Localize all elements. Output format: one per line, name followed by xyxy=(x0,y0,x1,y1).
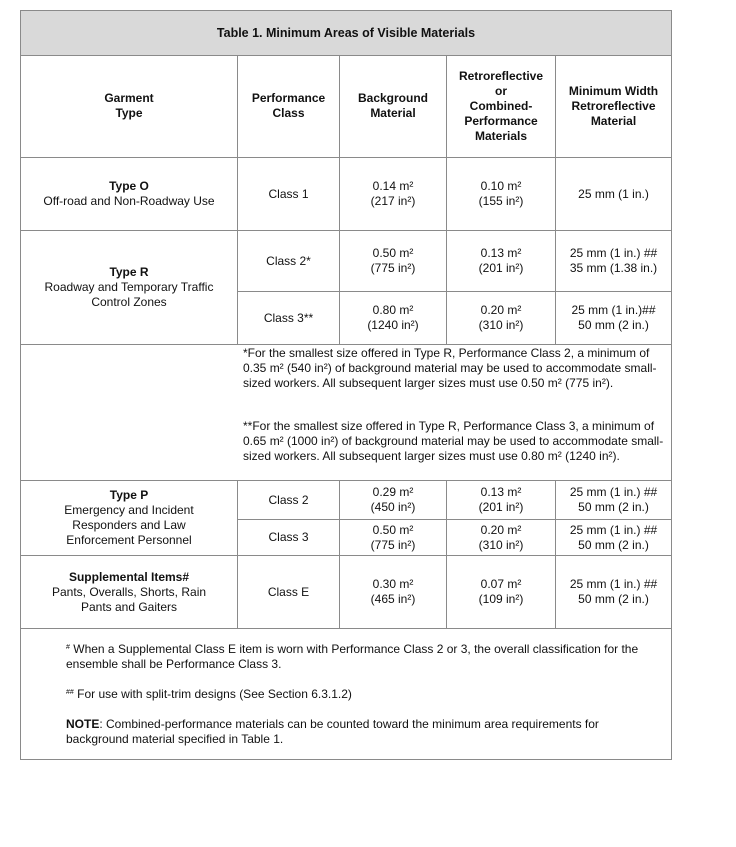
type-o-class: Class 1 xyxy=(268,186,309,201)
footnote-mark: # xyxy=(66,644,70,651)
type-o-background: 0.14 m² (217 in²) xyxy=(370,179,416,208)
type-r-class3-width: 25 mm (1 in.)## 50 mm (2 in.) xyxy=(571,303,656,332)
type-r-cell: Type R Roadway and Temporary Traffic Control Zones xyxy=(44,265,214,309)
type-p-class2-retro: 0.13 m² (201 in²) xyxy=(478,485,524,514)
supplemental-class: Class E xyxy=(267,584,310,599)
type-p-class3-background: 0.50 m² (775 in²) xyxy=(370,522,416,552)
rule xyxy=(21,344,671,345)
type-o-width: 25 mm (1 in.) xyxy=(578,186,649,201)
type-r-class3-retro: 0.20 m² (310 in²) xyxy=(478,303,524,332)
supplemental-retro: 0.07 m² (109 in²) xyxy=(478,577,524,606)
type-o-cell: Type O Off-road and Non-Roadway Use xyxy=(43,179,215,208)
type-r-class2: Class 2* xyxy=(266,253,311,268)
type-p-class3-retro: 0.20 m² (310 in²) xyxy=(478,522,524,552)
type-p-class2-background: 0.29 m² (450 in²) xyxy=(370,485,416,514)
header-garment-type: Garment Type xyxy=(104,91,154,120)
type-o-retro: 0.10 m² (155 in²) xyxy=(478,179,524,208)
header-minimum-width: Minimum Width Retroreflective Material xyxy=(568,83,659,128)
type-p-class3: Class 3 xyxy=(268,530,309,544)
type-p-class2-width: 25 mm (1 in.) ## 50 mm (2 in.) xyxy=(569,485,658,514)
header-background-material: Background Material xyxy=(357,91,428,120)
type-r-class2-background: 0.50 m² (775 in²) xyxy=(370,246,416,275)
type-r-class2-width: 25 mm (1 in.) ## 35 mm (1.38 in.) xyxy=(569,246,658,275)
type-r-class3-background: 0.80 m² (1240 in²) xyxy=(367,303,419,332)
table-title: Table 1. Minimum Areas of Visible Materials xyxy=(21,11,671,55)
type-p-class3-width: 25 mm (1 in.) ## 50 mm (2 in.) xyxy=(569,522,658,552)
footnote-note: NOTE: Combined-performance materials can be counted toward the minimum area requirements for background material specified in Table 1. xyxy=(66,717,599,746)
type-p-class2: Class 2 xyxy=(268,492,309,507)
type-r-class2-retro: 0.13 m² (201 in²) xyxy=(478,246,524,275)
rule xyxy=(21,628,671,629)
header-performance-class: Performance Class xyxy=(251,91,326,120)
supplemental-background: 0.30 m² (465 in²) xyxy=(370,577,416,606)
class3-size-note: **For the smallest size offered in Type R, Performance Class 3, a minimum of 0.65 m² (1000 in²) of background material may be used to accommodate small-sized workers. All subsequent larger sizes must use 0.80 m² (1240 in²). xyxy=(243,419,664,463)
class2-size-note: *For the smallest size offered in Type R, Performance Class 2, a minimum of 0.35 m² (540 in²) of background material may be used to accommodate small-sized workers. All subsequent larger sizes must use 0.50 m² (775 in²). xyxy=(243,346,657,390)
type-p-cell: Type P Emergency and Incident Responders and Law Enforcement Personnel xyxy=(64,488,194,547)
table-document xyxy=(20,10,672,760)
header-retroreflective: Retroreflective or Combined- Performance Materials xyxy=(458,68,544,143)
footnote-hash: # When a Supplemental Class E item is worn with Performance Class 2 or 3, the overall classification for the ensemble shall be Performance Class 3. xyxy=(66,642,639,671)
type-r-class3: Class 3** xyxy=(263,310,314,325)
footnote-double-hash: ## For use with split-trim designs (See Section 6.3.1.2) xyxy=(66,687,352,701)
supplemental-width: 25 mm (1 in.) ## 50 mm (2 in.) xyxy=(569,577,658,606)
footnote-mark: ## xyxy=(66,689,74,696)
supplemental-cell: Supplemental Items# Pants, Overalls, Shorts, Rain Pants and Gaiters xyxy=(51,569,207,614)
